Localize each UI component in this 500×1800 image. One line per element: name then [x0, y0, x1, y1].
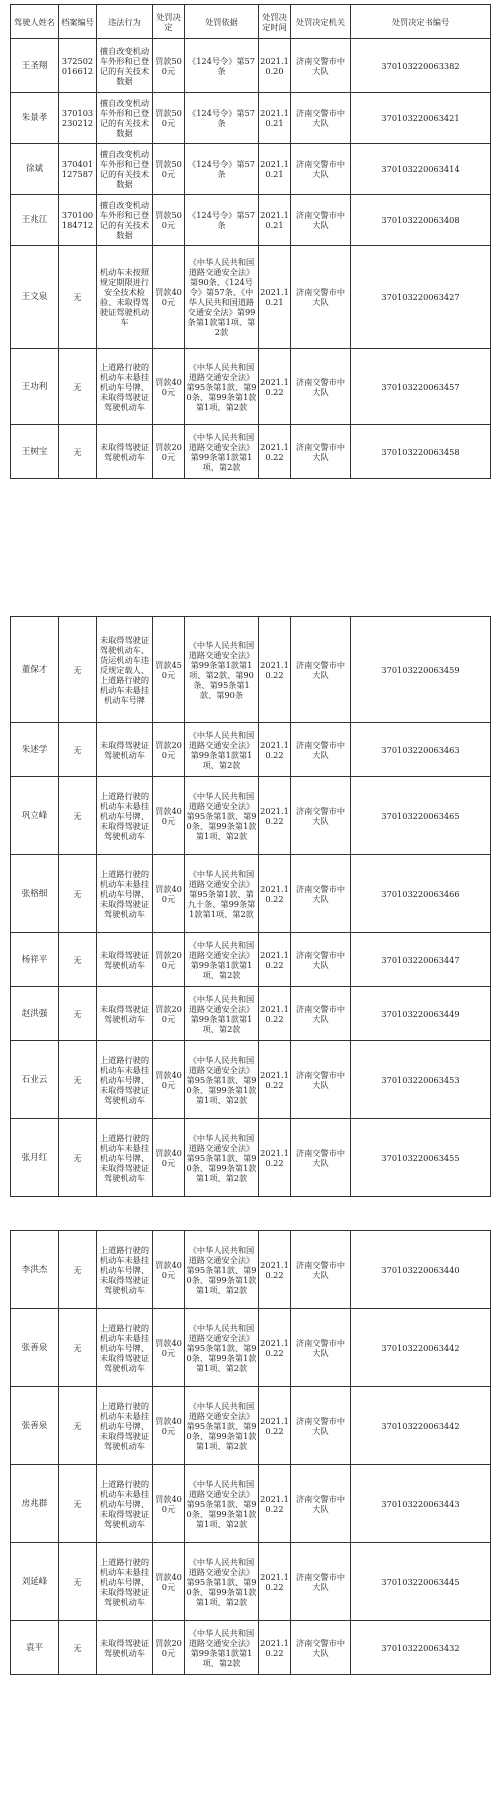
decision-org-cell: 济南交警市中大队	[291, 1309, 351, 1387]
archive-no-cell: 372502016612	[59, 39, 97, 93]
basis-cell: 《中华人民共和国道路交通安全法》第95条第1款、第90条、第99条第1款第1项、第2款	[185, 349, 259, 425]
decision-org-cell: 济南交警市中大队	[291, 1041, 351, 1119]
decision-org-cell: 济南交警市中大队	[291, 933, 351, 987]
decision-org-cell: 济南交警市中大队	[291, 246, 351, 349]
penalty-cell: 罚款400元	[153, 1387, 185, 1465]
driver-name-cell: 王树宝	[11, 425, 59, 479]
decision-org-cell: 济南交警市中大队	[291, 425, 351, 479]
penalty-cell: 罚款500元	[153, 93, 185, 144]
violation-cell: 上道路行驶的机动车未悬挂机动车号牌、未取得驾驶证驾驶机动车	[97, 1465, 153, 1543]
table-row	[11, 1041, 491, 1119]
decision-org-cell: 济南交警市中大队	[291, 93, 351, 144]
basis-cell: 《中华人民共和国道路交通安全法》第95条第1款、第90条、第99条第1款第1项、第2款	[185, 1309, 259, 1387]
violation-cell: 上道路行驶的机动车未悬挂机动车号牌、未取得驾驶证驾驶机动车	[97, 1041, 153, 1119]
penalty-cell: 罚款400元	[153, 855, 185, 933]
penalty-table-page-2	[10, 616, 491, 1197]
penalty-cell: 罚款450元	[153, 617, 185, 723]
decision-doc-no-cell: 370103220063408	[351, 195, 491, 246]
decision-time-cell: 2021.10.22	[259, 1119, 291, 1197]
decision-doc-no-cell: 370103220063421	[351, 93, 491, 144]
header-penalty-decision: 处罚决定	[153, 5, 185, 39]
decision-doc-no-cell: 370103220063453	[351, 1041, 491, 1119]
decision-time-cell: 2021.10.22	[259, 777, 291, 855]
archive-no-cell: 无	[59, 246, 97, 349]
header-decision-time: 处罚决定时间	[259, 5, 291, 39]
decision-org-cell: 济南交警市中大队	[291, 617, 351, 723]
archive-no-cell: 无	[59, 723, 97, 777]
archive-no-cell: 370401127587	[59, 144, 97, 195]
decision-time-cell: 2021.10.22	[259, 617, 291, 723]
basis-cell: 《124号令》第57条	[185, 39, 259, 93]
decision-org-cell: 济南交警市中大队	[291, 144, 351, 195]
driver-name-cell: 张格细	[11, 855, 59, 933]
violation-cell: 擅自改变机动车外形和已登记的有关技术数据	[97, 39, 153, 93]
basis-cell: 《中华人民共和国道路交通安全法》第95条第1款、第90条、第99条第1款第1项、第2款	[185, 1543, 259, 1621]
penalty-cell: 罚款500元	[153, 39, 185, 93]
decision-time-cell: 2021.10.22	[259, 1309, 291, 1387]
driver-name-cell: 徐斌	[11, 144, 59, 195]
driver-name-cell: 王功利	[11, 349, 59, 425]
decision-org-cell: 济南交警市中大队	[291, 195, 351, 246]
driver-name-cell: 赵洪强	[11, 987, 59, 1041]
decision-time-cell: 2021.10.22	[259, 855, 291, 933]
table-row	[11, 1309, 491, 1387]
archive-no-cell: 无	[59, 933, 97, 987]
decision-time-cell: 2021.10.22	[259, 1387, 291, 1465]
driver-name-cell: 王文泉	[11, 246, 59, 349]
penalty-cell: 罚款400元	[153, 1543, 185, 1621]
basis-cell: 《中华人民共和国道路交通安全法》第95条第1款、第90条、第99条第1款第1项、第2款	[185, 777, 259, 855]
basis-cell: 《中华人民共和国道路交通安全法》第99条第1款第1项、第2款	[185, 723, 259, 777]
decision-doc-no-cell: 370103220063457	[351, 349, 491, 425]
violation-cell: 擅自改变机动车外形和已登记的有关技术数据	[97, 195, 153, 246]
basis-cell: 《中华人民共和国道路交通安全法》第95条第1款、第90条、第99条第1款第1项、第2款	[185, 1465, 259, 1543]
archive-no-cell: 无	[59, 349, 97, 425]
decision-time-cell: 2021.10.21	[259, 93, 291, 144]
archive-no-cell: 无	[59, 1309, 97, 1387]
violation-cell: 上道路行驶的机动车未悬挂机动车号牌、未取得驾驶证驾驶机动车	[97, 855, 153, 933]
decision-time-cell: 2021.10.22	[259, 1231, 291, 1309]
archive-no-cell: 无	[59, 425, 97, 479]
driver-name-cell: 袁平	[11, 1621, 59, 1675]
driver-name-cell: 张善泉	[11, 1387, 59, 1465]
table-row	[11, 39, 491, 93]
decision-time-cell: 2021.10.22	[259, 425, 291, 479]
decision-doc-no-cell: 370103220063459	[351, 617, 491, 723]
decision-doc-no-cell: 370103220063442	[351, 1309, 491, 1387]
basis-cell: 《124号令》第57条	[185, 144, 259, 195]
decision-doc-no-cell: 370103220063427	[351, 246, 491, 349]
penalty-cell: 罚款400元	[153, 777, 185, 855]
penalty-cell: 罚款400元	[153, 1309, 185, 1387]
header-archive-no: 档案编号	[59, 5, 97, 39]
violation-cell: 未取得驾驶证驾驶机动车、货运机动车违反规定载人、上道路行驶的机动车未悬挂机动车号牌	[97, 617, 153, 723]
archive-no-cell: 无	[59, 1543, 97, 1621]
decision-doc-no-cell: 370103220063447	[351, 933, 491, 987]
decision-doc-no-cell: 370103220063443	[351, 1465, 491, 1543]
archive-no-cell: 无	[59, 1387, 97, 1465]
decision-time-cell: 2021.10.22	[259, 723, 291, 777]
driver-name-cell: 石业云	[11, 1041, 59, 1119]
decision-time-cell: 2021.10.22	[259, 933, 291, 987]
penalty-cell: 罚款400元	[153, 1465, 185, 1543]
decision-org-cell: 济南交警市中大队	[291, 1465, 351, 1543]
violation-cell: 擅自改变机动车外形和已登记的有关技术数据	[97, 93, 153, 144]
decision-doc-no-cell: 370103220063440	[351, 1231, 491, 1309]
archive-no-cell: 无	[59, 1119, 97, 1197]
table-row	[11, 425, 491, 479]
violation-cell: 未取得驾驶证驾驶机动车	[97, 723, 153, 777]
basis-cell: 《中华人民共和国道路交通安全法》第95条第1款、第90条、第99条第1款第1项、第2款	[185, 1041, 259, 1119]
archive-no-cell: 370100184712	[59, 195, 97, 246]
penalty-cell: 罚款400元	[153, 349, 185, 425]
decision-time-cell: 2021.10.21	[259, 144, 291, 195]
header-violation: 违法行为	[97, 5, 153, 39]
archive-no-cell: 370103230212	[59, 93, 97, 144]
table-row	[11, 1231, 491, 1309]
table-row	[11, 1465, 491, 1543]
driver-name-cell: 王圣翔	[11, 39, 59, 93]
decision-org-cell: 济南交警市中大队	[291, 1387, 351, 1465]
decision-org-cell: 济南交警市中大队	[291, 39, 351, 93]
table-row	[11, 349, 491, 425]
penalty-cell: 罚款500元	[153, 195, 185, 246]
basis-cell: 《中华人民共和国道路交通安全法》第95条第1款、第90条、第99条第1款第1项、第2款	[185, 1231, 259, 1309]
decision-doc-no-cell: 370103220063466	[351, 855, 491, 933]
decision-org-cell: 济南交警市中大队	[291, 1231, 351, 1309]
basis-cell: 《中华人民共和国道路交通安全法》第95条第1款、第90条、第99条第1款第1项、第2款	[185, 1387, 259, 1465]
archive-no-cell: 无	[59, 987, 97, 1041]
driver-name-cell: 朱述学	[11, 723, 59, 777]
header-decision-doc-no: 处罚决定书编号	[351, 5, 491, 39]
penalty-cell: 罚款200元	[153, 425, 185, 479]
basis-cell: 《中华人民共和国道路交通安全法》第95条第1款、第九十条、第99条第1款第1项、第2款	[185, 855, 259, 933]
driver-name-cell: 朱景孝	[11, 93, 59, 144]
table-row	[11, 777, 491, 855]
decision-time-cell: 2021.10.22	[259, 1543, 291, 1621]
table-row	[11, 987, 491, 1041]
penalty-cell: 罚款200元	[153, 933, 185, 987]
violation-cell: 未取得驾驶证驾驶机动车	[97, 987, 153, 1041]
driver-name-cell: 王兆江	[11, 195, 59, 246]
penalty-cell: 罚款200元	[153, 987, 185, 1041]
basis-cell: 《中华人民共和国道路交通安全法》第99条第1款第1项、第2款	[185, 425, 259, 479]
decision-time-cell: 2021.10.22	[259, 1621, 291, 1675]
decision-time-cell: 2021.10.22	[259, 1041, 291, 1119]
driver-name-cell: 张善泉	[11, 1309, 59, 1387]
basis-cell: 《124号令》第57条	[185, 93, 259, 144]
table-row	[11, 144, 491, 195]
penalty-cell: 罚款500元	[153, 144, 185, 195]
decision-time-cell: 2021.10.20	[259, 39, 291, 93]
violation-cell: 擅自改变机动车外形和已登记的有关技术数据	[97, 144, 153, 195]
violation-cell: 上道路行驶的机动车未悬挂机动车号牌、未取得驾驶证驾驶机动车	[97, 777, 153, 855]
decision-time-cell: 2021.10.21	[259, 246, 291, 349]
decision-org-cell: 济南交警市中大队	[291, 855, 351, 933]
decision-org-cell: 济南交警市中大队	[291, 1119, 351, 1197]
decision-time-cell: 2021.10.22	[259, 987, 291, 1041]
violation-cell: 未取得驾驶证驾驶机动车	[97, 933, 153, 987]
driver-name-cell: 刘延峰	[11, 1543, 59, 1621]
violation-cell: 上道路行驶的机动车未悬挂机动车号牌、未取得驾驶证驾驶机动车	[97, 349, 153, 425]
violation-cell: 上道路行驶的机动车未悬挂机动车号牌、未取得驾驶证驾驶机动车	[97, 1119, 153, 1197]
table-row	[11, 246, 491, 349]
archive-no-cell: 无	[59, 1041, 97, 1119]
table-row	[11, 1543, 491, 1621]
archive-no-cell: 无	[59, 855, 97, 933]
penalty-cell: 罚款400元	[153, 1119, 185, 1197]
decision-doc-no-cell: 370103220063432	[351, 1621, 491, 1675]
decision-doc-no-cell: 370103220063449	[351, 987, 491, 1041]
table-row	[11, 933, 491, 987]
penalty-cell: 罚款400元	[153, 1231, 185, 1309]
decision-doc-no-cell: 370103220063445	[351, 1543, 491, 1621]
violation-cell: 上道路行驶的机动车未悬挂机动车号牌、未取得驾驶证驾驶机动车	[97, 1543, 153, 1621]
decision-time-cell: 2021.10.22	[259, 1465, 291, 1543]
table-row	[11, 93, 491, 144]
archive-no-cell: 无	[59, 1621, 97, 1675]
decision-org-cell: 济南交警市中大队	[291, 1621, 351, 1675]
basis-cell: 《中华人民共和国道路交通安全法》第90条、《124号令》第57条、《中华人民共和国道路交通安全法》第99条第1款第1项、第2款	[185, 246, 259, 349]
decision-time-cell: 2021.10.21	[259, 195, 291, 246]
driver-name-cell: 杨祥平	[11, 933, 59, 987]
decision-doc-no-cell: 370103220063463	[351, 723, 491, 777]
archive-no-cell: 无	[59, 1465, 97, 1543]
basis-cell: 《中华人民共和国道路交通安全法》第99条第1款第1项、第2款	[185, 1621, 259, 1675]
decision-org-cell: 济南交警市中大队	[291, 1543, 351, 1621]
decision-doc-no-cell: 370103220063465	[351, 777, 491, 855]
violation-cell: 上道路行驶的机动车未悬挂机动车号牌、未取得驾驶证驾驶机动车	[97, 1231, 153, 1309]
violation-cell: 上道路行驶的机动车未悬挂机动车号牌、未取得驾驶证驾驶机动车	[97, 1387, 153, 1465]
decision-org-cell: 济南交警市中大队	[291, 723, 351, 777]
driver-name-cell: 房兆群	[11, 1465, 59, 1543]
decision-doc-no-cell: 370103220063455	[351, 1119, 491, 1197]
header-driver-name: 驾驶人姓名	[11, 5, 59, 39]
decision-org-cell: 济南交警市中大队	[291, 349, 351, 425]
basis-cell: 《中华人民共和国道路交通安全法》第99条第1款第1项、第2款	[185, 933, 259, 987]
table-row	[11, 1387, 491, 1465]
penalty-cell: 罚款200元	[153, 723, 185, 777]
table-row	[11, 1119, 491, 1197]
table-row	[11, 723, 491, 777]
violation-cell: 未取得驾驶证驾驶机动车	[97, 1621, 153, 1675]
table-header-row	[11, 5, 491, 39]
driver-name-cell: 李洪杰	[11, 1231, 59, 1309]
driver-name-cell: 董保才	[11, 617, 59, 723]
archive-no-cell: 无	[59, 617, 97, 723]
header-penalty-basis: 处罚依据	[185, 5, 259, 39]
header-decision-org: 处罚决定机关	[291, 5, 351, 39]
decision-doc-no-cell: 370103220063458	[351, 425, 491, 479]
violation-cell: 上道路行驶的机动车未悬挂机动车号牌、未取得驾驶证驾驶机动车	[97, 1309, 153, 1387]
decision-org-cell: 济南交警市中大队	[291, 777, 351, 855]
violation-cell: 未取得驾驶证驾驶机动车	[97, 425, 153, 479]
decision-org-cell: 济南交警市中大队	[291, 987, 351, 1041]
penalty-cell: 罚款400元	[153, 1041, 185, 1119]
decision-doc-no-cell: 370103220063382	[351, 39, 491, 93]
decision-time-cell: 2021.10.22	[259, 349, 291, 425]
decision-doc-no-cell: 370103220063414	[351, 144, 491, 195]
driver-name-cell: 张月红	[11, 1119, 59, 1197]
violation-cell: 机动车未按照规定期限进行安全技术检验、未取得驾驶证驾驶机动车	[97, 246, 153, 349]
archive-no-cell: 无	[59, 777, 97, 855]
basis-cell: 《中华人民共和国道路交通安全法》第99条第1款第1项、第2款、第90条、第95条第1款、第90条	[185, 617, 259, 723]
table-row	[11, 195, 491, 246]
archive-no-cell: 无	[59, 1231, 97, 1309]
penalty-table-page-3	[10, 1230, 491, 1675]
decision-doc-no-cell: 370103220063442	[351, 1387, 491, 1465]
table-row	[11, 855, 491, 933]
basis-cell: 《中华人民共和国道路交通安全法》第95条第1款、第90条、第99条第1款第1项、第2款	[185, 1119, 259, 1197]
table-row	[11, 1621, 491, 1675]
table-row	[11, 617, 491, 723]
penalty-cell: 罚款400元	[153, 246, 185, 349]
basis-cell: 《124号令》第57条	[185, 195, 259, 246]
penalty-table-page-1	[10, 4, 491, 479]
driver-name-cell: 巩立峰	[11, 777, 59, 855]
basis-cell: 《中华人民共和国道路交通安全法》第99条第1款第1项、第2款	[185, 987, 259, 1041]
penalty-cell: 罚款200元	[153, 1621, 185, 1675]
